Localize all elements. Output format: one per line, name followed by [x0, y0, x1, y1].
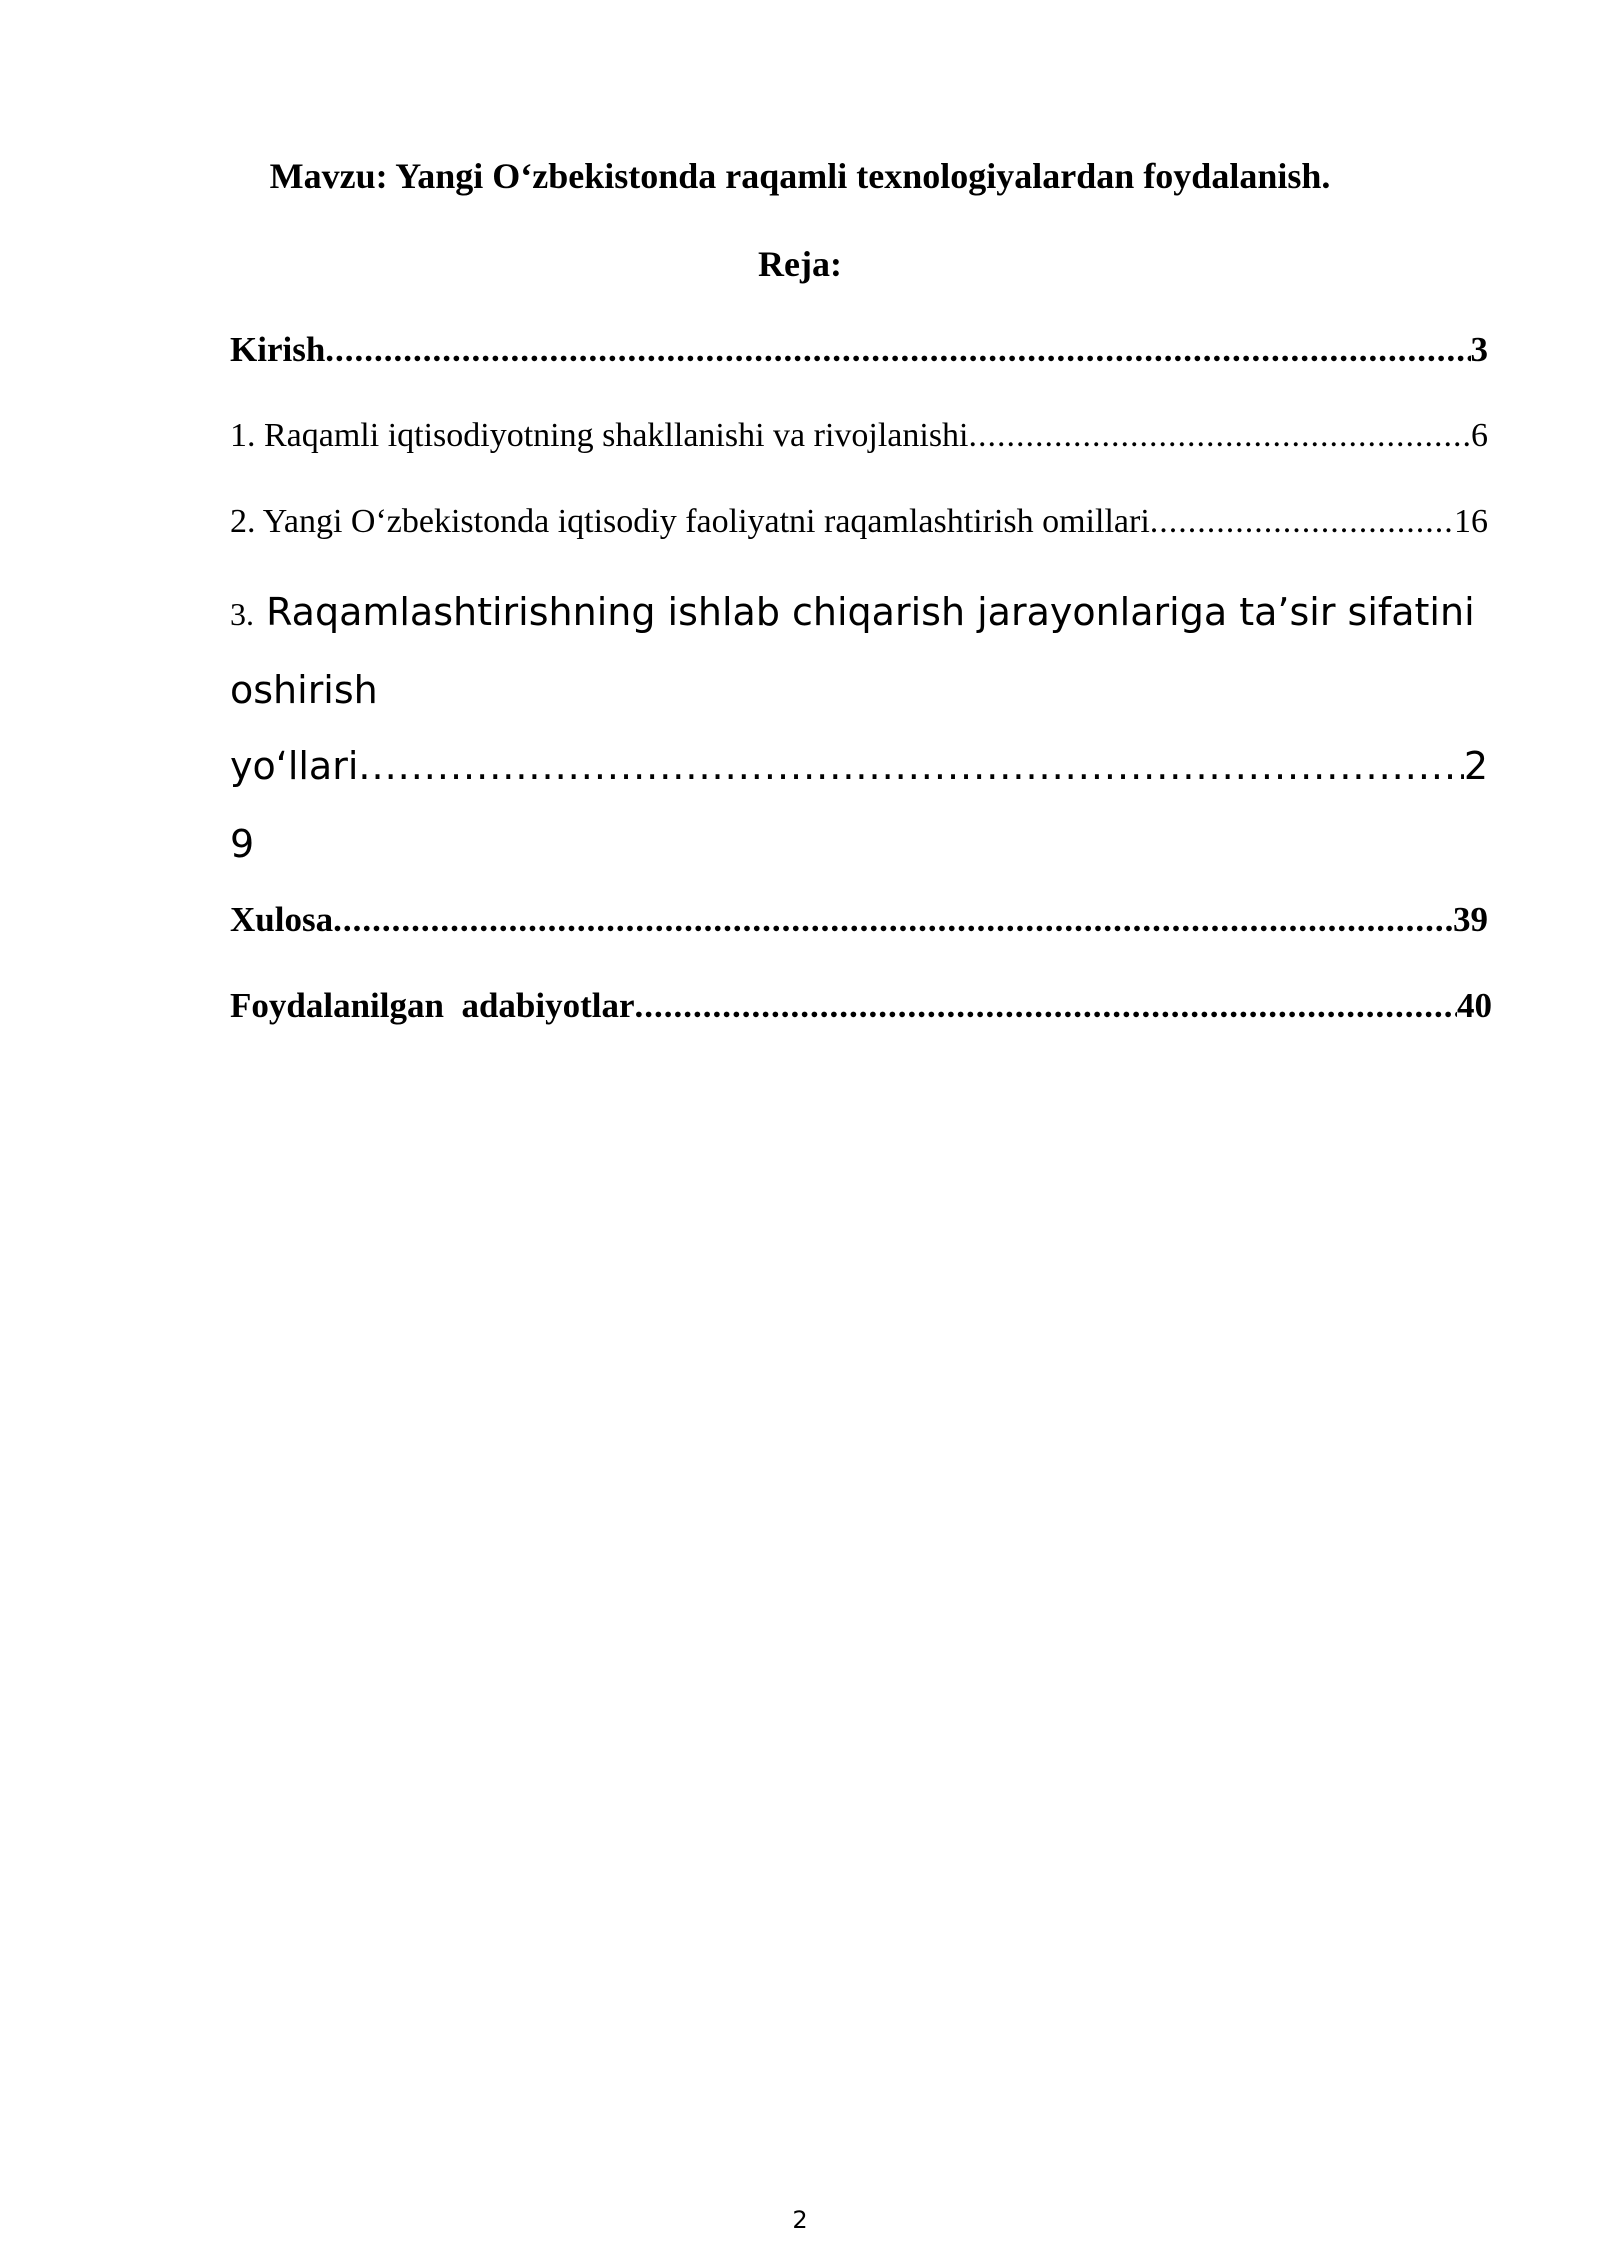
toc-item-xulosa: [230, 896, 1488, 944]
toc-item-page: 39: [1453, 900, 1488, 939]
toc-leader: [325, 326, 1470, 374]
toc-item-kirish: [230, 326, 1488, 374]
toc-item-label: Foydalanilgan adabiyotlar: [230, 986, 635, 1025]
toc-item-2: [230, 498, 1488, 546]
toc-item-label: 2. Yangi O‘zbekistonda iqtisodiy faoliyatni raqamlashtirish omillari: [230, 503, 1150, 540]
document-subtitle: Reja:: [758, 244, 842, 284]
toc-item-label: Kirish: [230, 330, 326, 369]
toc-item-page: 3: [1470, 330, 1488, 369]
toc-leader: [333, 896, 1453, 944]
toc-item-number: 3.: [230, 596, 254, 632]
document-title: Mavzu: Yangi O‘zbekistonda raqamli texnologiyalardan foydalanish.: [269, 156, 1331, 196]
toc-item-label: Xulosa: [230, 900, 334, 939]
toc-item-page: 2: [1463, 744, 1488, 788]
toc-item-3-line2: oshirish: [230, 668, 378, 712]
toc-item-page: 6: [1471, 417, 1488, 454]
toc-item-page: 40: [1457, 986, 1492, 1025]
toc-item-label: yo‘llari: [230, 744, 359, 788]
toc-leader: [358, 740, 1463, 792]
toc-item-page: 16: [1454, 503, 1488, 540]
toc-item-3-line1: [230, 586, 1488, 640]
toc-item-1: [230, 412, 1488, 460]
toc-item-3-page-wrap: 9: [230, 822, 255, 866]
toc-item-label: 1. Raqamli iqtisodiyotning shakllanishi va rivojlanishi: [230, 417, 969, 454]
toc-leader: [969, 412, 1471, 460]
toc-leader: [635, 982, 1457, 1030]
toc-item-3-line3: [230, 740, 1488, 792]
toc-leader: [1150, 498, 1454, 546]
toc-item-adabiyotlar: [230, 982, 1492, 1030]
page-number: 2: [792, 2206, 808, 2234]
toc-item-label: Raqamlashtirishning ishlab chiqarish jarayonlariga ta’sir sifatini: [266, 590, 1475, 634]
